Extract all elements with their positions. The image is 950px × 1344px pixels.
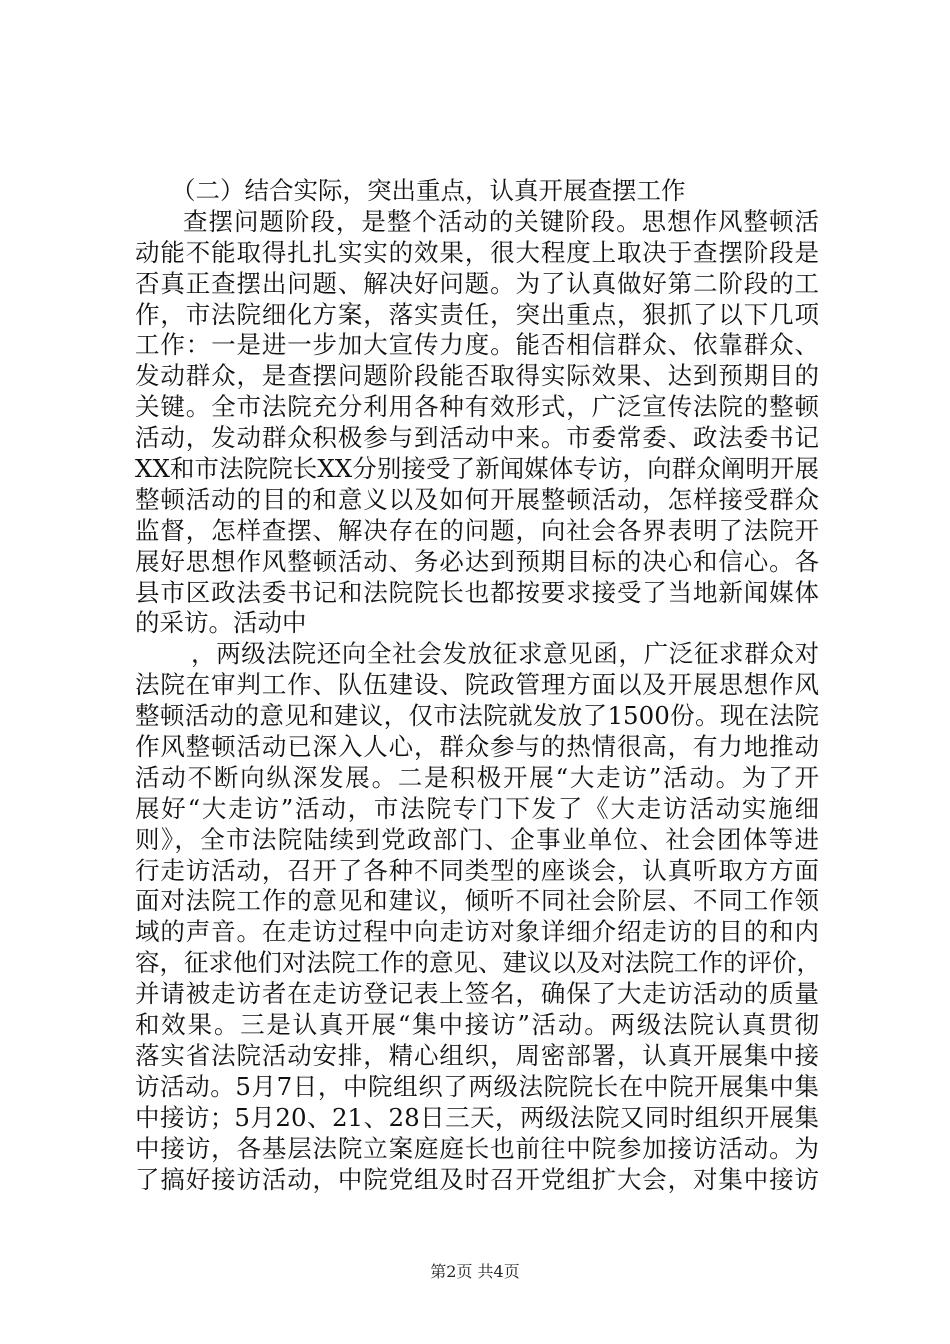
paragraph-line: 的采访。活动中 [135,608,307,638]
paragraph-2 [135,639,819,1195]
paragraph-line: 关键。全市法院充分利用各种有效形式，广泛宣传法院的整顿 [135,392,819,422]
paragraph-line: 展好思想作风整顿活动、务必达到预期目标的决心和信心。各 [135,546,819,576]
paragraph-line: 行走访活动，召开了各种不同类型的座谈会，认真听取方方面 [135,855,819,885]
paragraph-line: 了搞好接访活动，中院党组及时召开党组扩大会，对集中接访 [135,1164,819,1194]
paragraph-line: 域的声音。在走访过程中向走访对象详细介绍走访的目的和内 [135,917,819,947]
paragraph-line: 落实省法院活动安排，精心组织，周密部署，认真开展集中接 [135,1040,819,1070]
paragraph-line: 否真正查摆出问题、解决好问题。为了认真做好第二阶段的工 [135,268,819,298]
paragraph-line: 中接访，各基层法院立案庭庭长也前往中院参加接访活动。为 [135,1133,819,1163]
page-number-footer: 第2页 共4页 [430,1262,520,1281]
paragraph-line: 整顿活动的目的和意义以及如何开展整顿活动，怎样接受群众 [135,484,819,514]
paragraph-line: ，两级法院还向全社会发放征求意见函，广泛征求群众对 [191,639,819,669]
paragraph-line: 活动，发动群众积极参与到活动中来。市委常委、政法委书记 [135,423,819,453]
paragraph-line: 和效果。三是认真开展“集中接访”活动。两级法院认真贯彻 [135,1010,819,1040]
paragraph-line: 工作：一是进一步加大宣传力度。能否相信群众、依靠群众、 [135,330,819,360]
paragraph-line: 并请被走访者在走访登记表上签名，确保了大走访活动的质量 [135,979,819,1009]
paragraph-line: 作，市法院细化方案，落实责任，突出重点，狠抓了以下几项 [135,299,819,329]
paragraph-line: 查摆问题阶段，是整个活动的关键阶段。思想作风整顿活 [183,206,819,236]
paragraph-line: 整顿活动的意见和建议，仅市法院就发放了1500份。现在法院 [135,701,819,731]
paragraph-line: 面对法院工作的意见和建议，倾听不同社会阶层、不同工作领 [135,886,819,916]
paragraph-line: XX和市法院院长XX分别接受了新闻媒体专访，向群众阐明开展 [135,454,819,484]
paragraph-line: 中接访；5月20、21、28日三天，两级法院又同时组织开展集 [135,1102,819,1132]
paragraph-line: 活动不断向纵深发展。二是积极开展“大走访”活动。为了开 [135,762,819,792]
paragraph-line: 访活动。5月7日，中院组织了两级法院院长在中院开展集中集 [135,1071,819,1101]
paragraph-line: 作风整顿活动已深入人心，群众参与的热情很高，有力地推动 [135,732,819,762]
paragraph-line: 动能不能取得扎扎实实的效果，很大程度上取决于查摆阶段是 [135,237,819,267]
paragraph-1 [135,207,819,639]
paragraph-line: 法院在审判工作、队伍建设、院政管理方面以及开展思想作风 [135,670,819,700]
paragraph-line: 则》，全市法院陆续到党政部门、企事业单位、社会团体等进 [135,824,819,854]
paragraph-line: 县市区政法委书记和法院院长也都按要求接受了当地新闻媒体 [135,577,819,607]
paragraph-line: 展好“大走访”活动，市法院专门下发了《大走访活动实施细 [135,793,819,823]
paragraph-line: 容，征求他们对法院工作的意见、建议以及对法院工作的评价， [135,948,821,978]
paragraph-line: 发动群众，是查摆问题阶段能否取得实际效果、达到预期目的 [135,361,819,391]
paragraph-line: 监督，怎样查摆、解决存在的问题，向社会各界表明了法院开 [135,515,819,545]
section-heading: （二）结合实际，突出重点，认真开展查摆工作 [171,176,686,205]
document-body [135,176,819,1195]
